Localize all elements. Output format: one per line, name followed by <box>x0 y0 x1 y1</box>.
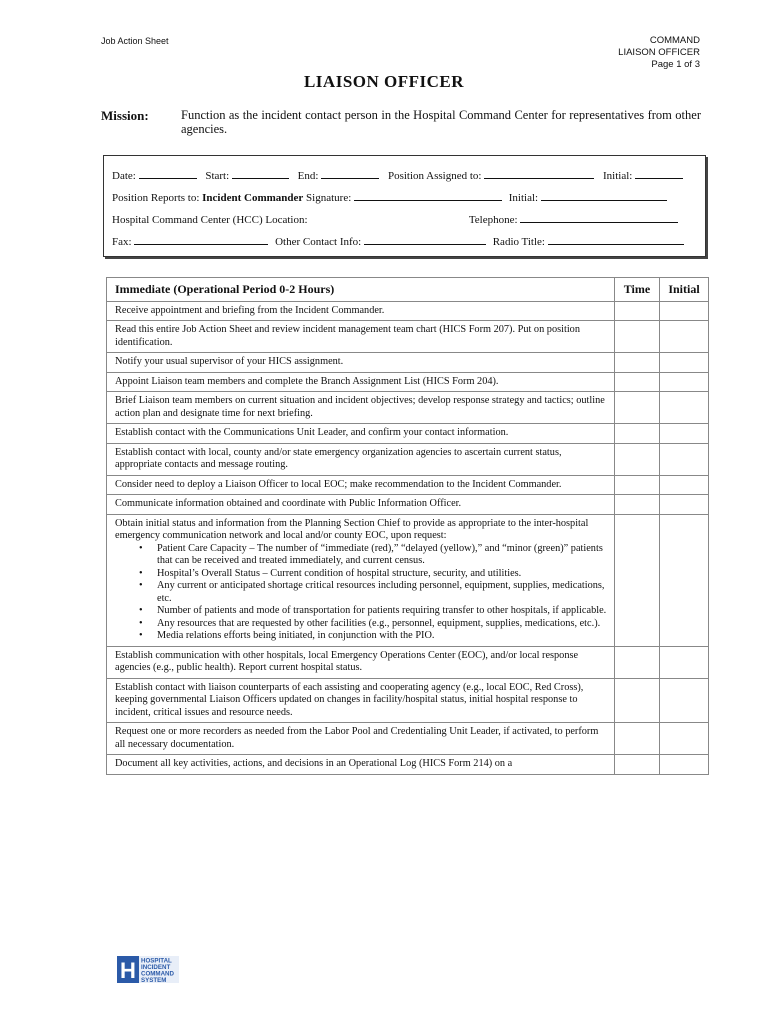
task-text: Establish communication with other hospitals, local Emergency Operations Center (EOC), and/or local response agencies (e.g., public health). Report current hospital status. <box>107 646 615 678</box>
table-row <box>107 723 709 755</box>
table-row <box>107 475 709 495</box>
table-row <box>107 646 709 678</box>
task-text: Request one or more recorders as needed from the Labor Pool and Credentialing Unit Leader, if activated, to perform all necessary documentation. <box>107 723 615 755</box>
immediate-tasks-table <box>106 277 709 775</box>
status-bullet-list <box>115 543 608 643</box>
initial-cell[interactable] <box>660 646 709 678</box>
header-section: COMMAND <box>649 35 700 46</box>
initial-cell[interactable] <box>660 321 709 353</box>
date-label: Date: <box>112 170 136 182</box>
initial-cell[interactable] <box>660 495 709 515</box>
bullet-item: • Any resources that are requested by other facilities (e.g., personnel, equipment, supplies, medications, etc.). <box>115 618 608 631</box>
table-header-row <box>107 278 709 302</box>
table-row <box>107 392 709 424</box>
table-row <box>107 678 709 723</box>
telephone-label: Telephone: <box>468 214 518 226</box>
time-cell[interactable] <box>615 301 660 321</box>
time-cell[interactable] <box>615 514 660 646</box>
end-label: End: <box>297 170 319 182</box>
info-row-3 <box>112 212 678 226</box>
time-cell[interactable] <box>615 723 660 755</box>
table-row <box>107 353 709 373</box>
immediate-period-header: Immediate (Operational Period 0-2 Hours) <box>107 278 615 302</box>
info-row-2 <box>112 190 667 204</box>
initial-label: Initial: <box>602 170 633 182</box>
hics-logo <box>116 954 180 985</box>
time-cell[interactable] <box>615 646 660 678</box>
table-row <box>107 755 709 775</box>
table-row <box>107 321 709 353</box>
header-position: LIAISON OFFICER <box>618 47 700 58</box>
table-row <box>107 443 709 475</box>
other-contact-label: Other Contact Info: <box>275 236 362 248</box>
initial-cell[interactable] <box>660 372 709 392</box>
time-cell[interactable] <box>615 424 660 444</box>
table-row <box>107 372 709 392</box>
telephone-field[interactable] <box>520 212 678 223</box>
logo-text-line: INCIDENT <box>141 964 171 971</box>
logo-text-line: SYSTEM <box>141 977 167 984</box>
initial-cell[interactable] <box>660 723 709 755</box>
bullet-item: • Hospital’s Overall Status – Current condition of hospital structure, security, and utilities. <box>115 568 608 581</box>
bullet-item: • Patient Care Capacity – The number of “immediate (red),” “delayed (yellow),” and “minor (green)” patients that can be received and treated immediately, and current census. <box>115 543 608 568</box>
initial-label-2: Initial: <box>508 192 539 204</box>
time-column-header: Time <box>615 278 660 302</box>
info-row-1 <box>112 168 683 182</box>
bullet-item: • Media relations efforts being initiated, in conjunction with the PIO. <box>115 630 608 643</box>
task-intro: Obtain initial status and information from the Planning Section Chief to provide as appropriate to the inter-hospital emergency communication network and local and/or county EOC, upon request: <box>115 517 589 541</box>
time-cell[interactable] <box>615 475 660 495</box>
fax-label: Fax: <box>112 236 132 248</box>
task-text: Appoint Liaison team members and complete the Branch Assignment List (HICS Form 204). <box>107 372 615 392</box>
date-field[interactable] <box>139 168 197 179</box>
reports-to-label: Position Reports to: <box>112 192 200 204</box>
hcc-location-label: Hospital Command Center (HCC) Location: <box>112 214 308 226</box>
task-text: Read this entire Job Action Sheet and review incident management team chart (HICS Form 207). Put on position identification. <box>107 321 615 353</box>
initial-field[interactable] <box>635 168 683 179</box>
task-text: Receive appointment and briefing from the Incident Commander. <box>107 301 615 321</box>
page-title: LIAISON OFFICER <box>303 72 465 91</box>
reports-to-value: Incident Commander <box>202 192 304 204</box>
task-text: Communicate information obtained and coordinate with Public Information Officer. <box>107 495 615 515</box>
logo-text-line: HOSPITAL <box>141 957 172 965</box>
time-cell[interactable] <box>615 372 660 392</box>
task-text: Establish contact with liaison counterparts of each assisting and cooperating agency (e.g., local EOC, Red Cross), keeping governmental Liaison Officers updated on changes in facility/hospital status, initial hospital response to incident, critical issues and resource needs. <box>107 678 615 723</box>
radio-title-label: Radio Title: <box>492 236 545 248</box>
initial-cell[interactable] <box>660 443 709 475</box>
header-right-block <box>618 35 700 71</box>
start-field[interactable] <box>232 168 289 179</box>
other-contact-field[interactable] <box>364 234 486 245</box>
task-text-with-list <box>107 514 615 646</box>
bullet-item: • Number of patients and mode of transportation for patients requiring transfer to other hospitals, if applicable. <box>115 605 608 618</box>
time-cell[interactable] <box>615 755 660 775</box>
table-row <box>107 301 709 321</box>
initial-cell[interactable] <box>660 301 709 321</box>
initial-cell[interactable] <box>660 678 709 723</box>
info-row-4 <box>112 234 684 248</box>
mission-label: Mission: <box>101 108 149 123</box>
initial-cell[interactable] <box>660 392 709 424</box>
assignment-info-box <box>103 155 706 257</box>
signature-label: Signature: <box>306 192 352 204</box>
bullet-item: • Any current or anticipated shortage critical resources including personnel, equipment, supplies, medications, etc. <box>115 580 608 605</box>
fax-field[interactable] <box>134 234 268 245</box>
time-cell[interactable] <box>615 495 660 515</box>
initial-field-2[interactable] <box>541 190 667 201</box>
task-text: Document all key activities, actions, and decisions in an Operational Log (HICS Form 214) on a <box>107 755 615 775</box>
end-field[interactable] <box>321 168 379 179</box>
initial-cell[interactable] <box>660 353 709 373</box>
task-text: Establish contact with the Communications Unit Leader, and confirm your contact information. <box>107 424 615 444</box>
table-row <box>107 424 709 444</box>
task-text: Consider need to deploy a Liaison Officer to local EOC; make recommendation to the Incident Commander. <box>107 475 615 495</box>
header-document-type: Job Action Sheet <box>101 36 169 46</box>
time-cell[interactable] <box>615 321 660 353</box>
task-text: Establish contact with local, county and/or state emergency organization agencies to ascertain current status, appropriate contacts and message routing. <box>107 443 615 475</box>
start-label: Start: <box>205 170 230 182</box>
position-assigned-label: Position Assigned to: <box>387 170 482 182</box>
initial-cell[interactable] <box>660 475 709 495</box>
mission-text: Function as the incident contact person in the Hospital Command Center for representatives from other agencies. <box>181 108 701 136</box>
initial-cell[interactable] <box>660 514 709 646</box>
time-cell[interactable] <box>615 678 660 723</box>
logo-letter: H <box>120 958 136 983</box>
initial-cell[interactable] <box>660 755 709 775</box>
time-cell[interactable] <box>615 443 660 475</box>
task-text: Notify your usual supervisor of your HICS assignment. <box>107 353 615 373</box>
time-cell[interactable] <box>615 353 660 373</box>
signature-field[interactable] <box>354 190 502 201</box>
header-page-number: Page 1 of 3 <box>651 59 700 70</box>
initial-cell[interactable] <box>660 424 709 444</box>
table-row <box>107 514 709 646</box>
time-cell[interactable] <box>615 392 660 424</box>
table-row <box>107 495 709 515</box>
initial-column-header: Initial <box>660 278 709 302</box>
radio-title-field[interactable] <box>548 234 684 245</box>
task-text: Brief Liaison team members on current situation and incident objectives; develop response strategy and tactics; outline action plan and designate time for next briefing. <box>107 392 615 424</box>
logo-text-line: COMMAND <box>141 970 174 978</box>
position-assigned-field[interactable] <box>484 168 594 179</box>
